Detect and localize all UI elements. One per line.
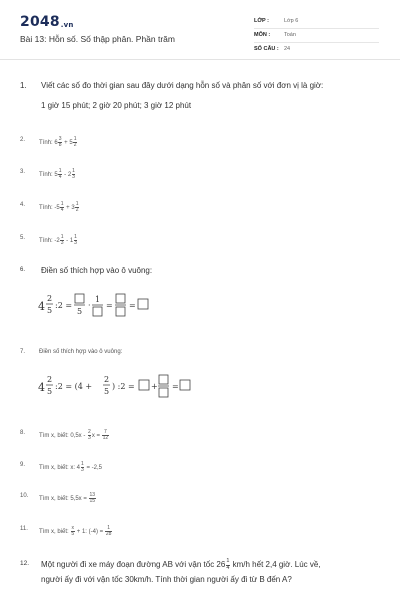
numerator: 13: [89, 492, 96, 498]
operator: =: [106, 301, 113, 310]
operator: =: [172, 382, 179, 391]
page-header: [0, 0, 400, 60]
fraction: [71, 526, 75, 537]
numerator: 1: [95, 295, 101, 304]
page-title: Bài 13: Hỗn số. Số thập phân. Phần trăm: [20, 34, 175, 44]
question-text: Điền số thích hợp vào ô vuông:: [41, 266, 153, 275]
question-number: 12.: [20, 560, 30, 567]
numerator: 1: [81, 461, 84, 467]
question-number: 5.: [20, 235, 26, 241]
numerator: 1: [75, 201, 79, 207]
meta-subject-key: MÔN :: [254, 32, 271, 38]
question-number: 3.: [20, 169, 26, 175]
mixed-whole: 4: [38, 300, 45, 313]
question-prefix: Tìm x, biết:: [39, 433, 69, 440]
denominator: 15: [89, 498, 96, 504]
question-prefix: Tính:: [39, 140, 53, 147]
denominator: 5: [104, 387, 110, 396]
question-number: 11.: [20, 526, 28, 532]
question-text: [39, 137, 77, 148]
denominator: 5: [77, 307, 83, 316]
mixed-whole: 6: [54, 140, 58, 147]
fraction: [60, 235, 64, 246]
fraction: [73, 137, 77, 148]
expression: x =: [91, 433, 100, 440]
mixed-whole: 1: [69, 238, 74, 245]
operator: :2 =: [55, 301, 73, 310]
numerator: 1: [107, 525, 110, 531]
operator: ·: [88, 301, 91, 310]
expression-open: :2 = (4 +: [55, 382, 93, 391]
denominator: 3: [60, 240, 64, 246]
operator: =: [129, 301, 136, 310]
question-number: 9.: [20, 462, 26, 468]
numerator: x: [71, 525, 74, 531]
fraction: [58, 137, 62, 148]
denominator: 3: [88, 435, 91, 441]
denominator: 5: [47, 387, 53, 396]
fraction: [81, 462, 85, 473]
denominator: 5: [47, 306, 53, 315]
question-6-equation: [38, 289, 188, 319]
question-text: [39, 169, 76, 180]
denominator: 8: [58, 142, 62, 148]
meta-subject-row: [254, 29, 379, 43]
answer-box[interactable]: [139, 380, 149, 390]
denominator: 2: [75, 207, 79, 213]
question-text: [39, 462, 102, 473]
expression: x: 4: [70, 465, 81, 472]
numerator: 2: [47, 294, 53, 303]
question-prefix: Tìm x, biết:: [39, 465, 69, 472]
denominator: 4: [226, 564, 230, 571]
site-logo[interactable]: [20, 14, 74, 30]
denominator: 3: [72, 174, 75, 180]
question-number: 6.: [20, 267, 26, 273]
denominator: 12: [102, 435, 109, 441]
fraction: [72, 169, 76, 180]
numerator: 1: [226, 558, 230, 564]
expression: + 1: (-4) =: [76, 529, 104, 536]
answer-box[interactable]: [93, 307, 102, 316]
question-text: [41, 559, 321, 571]
fraction: [58, 169, 62, 180]
numerator: 3: [58, 136, 62, 142]
mixed-whole: -5: [54, 205, 60, 212]
numerator: 2: [47, 375, 53, 384]
numerator: 2: [88, 429, 91, 435]
numerator: 1: [72, 168, 75, 174]
mixed-whole: 2: [67, 172, 72, 179]
fraction: [75, 202, 79, 213]
question-prefix: Tính:: [39, 205, 53, 212]
mixed-whole: -2: [54, 238, 60, 245]
numerator: 7: [104, 429, 107, 435]
denominator: 3: [74, 240, 77, 246]
meta-count-value: 24: [284, 46, 291, 52]
operator: +: [151, 382, 158, 391]
fraction: [102, 430, 109, 441]
fraction: [60, 202, 64, 213]
numerator: 1: [58, 168, 62, 174]
meta-class-row: [254, 15, 379, 29]
question-7-equation: [38, 370, 208, 400]
denominator: 2: [73, 142, 77, 148]
equation-svg: [38, 370, 208, 404]
question-text: Viết các số đo thời gian sau đây dưới dạng hỗn số và phân số với đơn vị là giờ:: [41, 81, 324, 90]
denominator: 3: [81, 467, 84, 473]
denominator: 28: [105, 531, 112, 537]
question-prefix: Tính:: [39, 238, 53, 245]
meta-subject-value: Toán: [284, 32, 296, 38]
mixed-whole: 3: [71, 205, 75, 212]
answer-box[interactable]: [138, 299, 148, 309]
numerator: 1: [73, 136, 77, 142]
question-1-line-2: 1 giờ 15 phút; 2 giờ 20 phút; 3 giờ 12 phút: [41, 101, 192, 110]
operator: -: [64, 172, 67, 179]
question-prefix: Tính:: [39, 172, 53, 179]
question-number: 8.: [20, 430, 26, 436]
question-prefix: Tìm x, biết:: [39, 529, 69, 536]
numerator: 1: [74, 234, 77, 240]
answer-box[interactable]: [159, 388, 168, 397]
question-text: [39, 430, 109, 441]
question-text: [39, 202, 79, 213]
logo-suffix: .vn: [60, 21, 74, 29]
meta-class-key: LỚP :: [254, 18, 269, 24]
question-number: 1.: [20, 81, 27, 90]
question-number: 2.: [20, 137, 26, 143]
expression-close: ) :2 =: [112, 382, 135, 391]
fraction: [88, 430, 92, 441]
answer-box[interactable]: [159, 375, 168, 384]
fraction: [74, 235, 78, 246]
numerator: 1: [60, 234, 64, 240]
question-12-line-2: người ấy đi với vận tốc 30km/h. Tính thời gian người ấy đi từ B đến A?: [41, 575, 292, 584]
mixed-whole: 5: [69, 140, 73, 147]
question-text: [39, 235, 78, 246]
numerator: 2: [104, 375, 110, 384]
meta-count-key: SỐ CÂU :: [254, 46, 279, 52]
logo-text: 2048: [20, 14, 60, 30]
operator: +: [66, 205, 70, 212]
expression: 5,5x =: [70, 496, 87, 503]
numerator: 1: [60, 201, 64, 207]
denominator: 5: [71, 531, 75, 537]
operator: -: [66, 238, 69, 245]
answer-box[interactable]: [75, 294, 84, 303]
mixed-whole: 5: [54, 172, 58, 179]
denominator: 4: [58, 174, 62, 180]
question-text: Điền số thích hợp vào ô vuông:: [39, 349, 123, 355]
expression: 0,5x -: [70, 433, 86, 440]
mixed-whole: 4: [38, 381, 45, 394]
answer-box[interactable]: [116, 307, 125, 316]
fraction: [89, 493, 96, 504]
operator: +: [64, 140, 68, 147]
question-number: 4.: [20, 202, 26, 208]
answer-box[interactable]: [180, 380, 190, 390]
question-number: 7.: [20, 349, 26, 355]
question-text-part: Một người đi xe máy đoạn đường AB với vận tốc 26: [41, 560, 226, 570]
equation-svg: [38, 289, 188, 323]
question-text-part: km/h hết 2,4 giờ. Lúc về,: [230, 560, 321, 570]
answer-box[interactable]: [116, 294, 125, 303]
question-text: [39, 493, 96, 504]
question-prefix: Tìm x, biết:: [39, 496, 69, 503]
denominator: 4: [60, 207, 64, 213]
question-text: [39, 526, 112, 537]
expression: = -2,5: [86, 465, 102, 472]
meta-class-value: Lớp 6: [284, 18, 299, 24]
meta-count-row: [254, 43, 379, 57]
fraction: [105, 526, 112, 537]
question-number: 10.: [20, 493, 29, 499]
